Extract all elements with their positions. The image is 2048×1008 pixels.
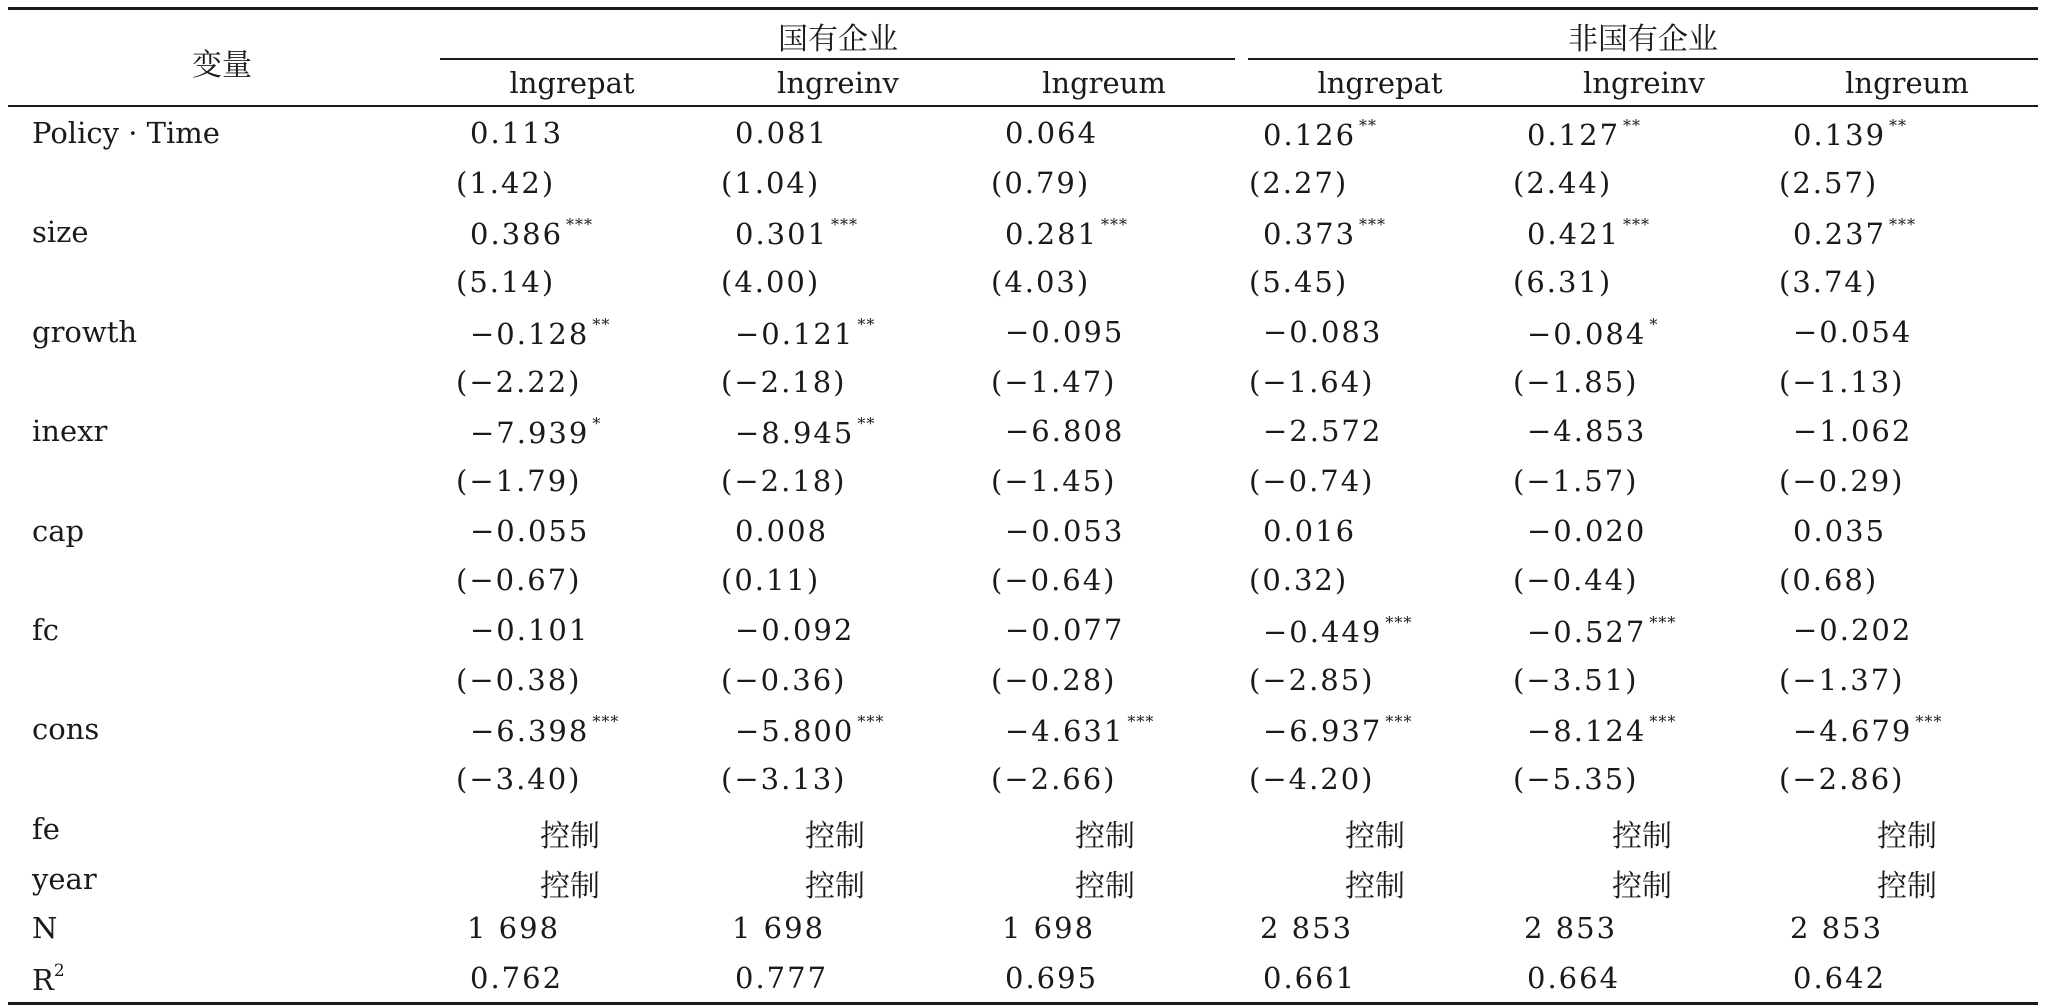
coef-cell	[1005, 514, 1124, 548]
coef-value: −0.202	[1793, 613, 1913, 647]
coef-cell	[470, 315, 610, 351]
control-cell: 控制	[1612, 818, 1672, 854]
coef-value: −6.937	[1263, 714, 1383, 749]
n-cell: 2 853	[1790, 911, 1884, 946]
t-stat-cell: (−2.66)	[991, 762, 1117, 797]
coef-cell	[1793, 116, 1907, 152]
coef-value: −4.679	[1793, 714, 1913, 749]
significance-stars: ***	[831, 215, 859, 235]
row-label: N	[32, 911, 58, 946]
column-header: lngreinv	[777, 66, 899, 100]
t-stat-cell: (−0.74)	[1249, 463, 1375, 498]
coef-cell	[1005, 215, 1128, 251]
coef-value: −2.572	[1263, 414, 1383, 449]
header-bottom-rule	[8, 105, 2038, 107]
coef-value: −0.095	[1005, 314, 1125, 349]
coef-cell	[735, 414, 875, 450]
t-stat-cell: (−3.40)	[456, 762, 582, 797]
t-stat-cell: (−0.44)	[1513, 563, 1639, 598]
control-cell: 控制	[805, 818, 865, 854]
t-stat-cell: (2.57)	[1779, 165, 1879, 200]
t-stat-cell: (−2.86)	[1779, 762, 1905, 797]
coef-cell	[1263, 514, 1356, 548]
coef-value: 0.126	[1263, 118, 1357, 152]
coef-value: −0.092	[735, 613, 855, 647]
control-cell: 控制	[1345, 818, 1405, 854]
row-label: cap	[32, 513, 85, 548]
control-cell: 控制	[1877, 818, 1937, 854]
coef-value: −6.808	[1005, 414, 1125, 449]
nonsoe-group-header: 非国有企业	[1568, 22, 1718, 57]
column-header: lngreum	[1845, 66, 1969, 100]
coef-cell	[1005, 414, 1124, 448]
significance-stars: **	[857, 414, 876, 434]
coef-value: −6.398	[470, 714, 590, 749]
n-cell: 2 853	[1260, 911, 1354, 946]
t-stat-cell: (2.44)	[1513, 165, 1613, 200]
coef-cell	[1793, 514, 1886, 548]
t-stat-cell: (0.32)	[1249, 563, 1349, 598]
r2-cell: 0.642	[1793, 960, 1887, 995]
significance-stars: ***	[1915, 712, 1943, 732]
coef-value: 0.237	[1793, 217, 1887, 252]
significance-stars: ***	[1101, 215, 1129, 235]
significance-stars: *	[592, 414, 602, 434]
t-stat-cell: (−1.47)	[991, 364, 1117, 399]
control-cell: 控制	[1075, 868, 1135, 904]
significance-stars: ***	[1649, 712, 1677, 732]
r2-label-superscript: 2	[53, 960, 65, 981]
significance-stars: ***	[857, 712, 885, 732]
t-stat-cell: (4.00)	[721, 265, 821, 300]
control-cell: 控制	[805, 868, 865, 904]
coef-value: 0.064	[1005, 116, 1099, 150]
t-stat-cell: (−0.38)	[456, 662, 582, 697]
coef-cell	[735, 116, 828, 150]
coef-cell	[1527, 116, 1641, 152]
significance-stars: ***	[1889, 215, 1917, 235]
coef-cell	[1793, 712, 1942, 748]
row-label: year	[32, 861, 97, 896]
coef-value: −7.939	[470, 416, 590, 451]
row-label	[32, 961, 65, 997]
coef-cell	[1793, 613, 1912, 647]
coef-value: −0.101	[470, 613, 590, 647]
control-cell: 控制	[1075, 818, 1135, 854]
row-label: cons	[32, 712, 100, 747]
t-stat-cell: (−1.64)	[1249, 364, 1375, 399]
table-top-rule	[8, 7, 2038, 10]
coef-value: 0.281	[1005, 217, 1099, 252]
significance-stars: ***	[1649, 613, 1677, 632]
t-stat-cell: (0.11)	[721, 563, 821, 598]
t-stat-cell: (−3.13)	[721, 762, 847, 797]
significance-stars: ***	[1623, 215, 1651, 235]
coef-value: −0.053	[1005, 513, 1125, 548]
row-label: inexr	[32, 414, 108, 449]
row-label: fc	[32, 613, 59, 647]
coef-cell	[470, 514, 589, 548]
t-stat-cell: (−1.79)	[456, 463, 582, 498]
coef-value: −0.077	[1005, 613, 1125, 647]
coef-value: −0.121	[735, 316, 855, 351]
coef-cell	[1005, 613, 1124, 647]
coef-value: −0.083	[1263, 314, 1383, 349]
t-stat-cell: (−0.29)	[1779, 463, 1905, 498]
coef-cell	[1527, 215, 1650, 251]
control-cell: 控制	[540, 818, 600, 854]
control-cell: 控制	[1877, 868, 1937, 904]
significance-stars: **	[857, 314, 876, 334]
control-cell: 控制	[1612, 868, 1672, 904]
row-label: Policy · Time	[32, 116, 220, 150]
coef-value: −0.020	[1527, 513, 1647, 548]
t-stat-cell: (−4.20)	[1249, 762, 1375, 797]
n-cell: 2 853	[1524, 911, 1618, 946]
coef-value: 0.421	[1527, 217, 1621, 252]
coef-cell	[1263, 116, 1377, 152]
column-header: lngreum	[1042, 66, 1166, 100]
coef-value: 0.035	[1793, 513, 1887, 548]
t-stat-cell: (1.42)	[456, 165, 556, 200]
r2-cell: 0.661	[1263, 960, 1357, 995]
variable-header: 变量	[192, 48, 252, 83]
r2-label-base: R	[32, 962, 54, 997]
coef-cell	[735, 712, 884, 748]
coef-value: 0.127	[1527, 118, 1621, 152]
coef-value: 0.139	[1793, 118, 1887, 152]
t-stat-cell: (−2.85)	[1249, 662, 1375, 697]
significance-stars: **	[1889, 116, 1908, 135]
t-stat-cell: (−0.67)	[456, 563, 582, 598]
t-stat-cell: (−0.36)	[721, 662, 847, 697]
significance-stars: ***	[1385, 712, 1413, 732]
coef-cell	[470, 414, 601, 450]
t-stat-cell: (5.45)	[1249, 265, 1349, 300]
coef-cell	[1005, 315, 1124, 349]
r2-cell: 0.664	[1527, 960, 1621, 995]
control-cell: 控制	[1345, 868, 1405, 904]
control-cell: 控制	[540, 868, 600, 904]
r2-cell: 0.762	[470, 960, 564, 995]
coef-value: −1.062	[1793, 414, 1913, 449]
significance-stars: **	[592, 314, 611, 334]
significance-stars: ***	[1359, 215, 1387, 235]
significance-stars: ***	[1127, 712, 1155, 732]
r2-cell: 0.695	[1005, 960, 1099, 995]
coef-cell	[1263, 315, 1382, 349]
t-stat-cell: (−1.45)	[991, 463, 1117, 498]
coef-cell	[1263, 414, 1382, 448]
coef-cell	[1793, 315, 1912, 349]
row-label: fe	[32, 811, 60, 846]
coef-cell	[1005, 712, 1154, 748]
t-stat-cell: (−5.35)	[1513, 762, 1639, 797]
significance-stars: **	[1359, 116, 1378, 135]
coef-value: 0.113	[470, 116, 564, 150]
t-stat-cell: (5.14)	[456, 265, 556, 300]
soe-group-header: 国有企业	[778, 22, 898, 57]
coef-cell	[735, 613, 854, 647]
coef-cell	[735, 215, 858, 251]
t-stat-cell: (6.31)	[1513, 265, 1613, 300]
coef-value: −0.054	[1793, 314, 1913, 349]
r2-cell: 0.777	[735, 960, 829, 995]
significance-stars: **	[1623, 116, 1642, 135]
coef-cell	[470, 712, 619, 748]
coef-value: 0.008	[735, 513, 829, 548]
nonsoe-group-rule	[1248, 58, 2038, 60]
t-stat-cell: (−0.28)	[991, 662, 1117, 697]
coef-value: 0.016	[1263, 513, 1357, 548]
significance-stars: ***	[592, 712, 620, 732]
coef-value: −0.128	[470, 316, 590, 351]
coef-cell	[1527, 712, 1676, 748]
coef-cell	[1005, 116, 1098, 150]
t-stat-cell: (−2.18)	[721, 364, 847, 399]
coef-cell	[735, 514, 828, 548]
row-label: growth	[32, 314, 138, 349]
n-cell: 1 698	[1002, 911, 1096, 946]
t-stat-cell: (−2.22)	[456, 364, 582, 399]
significance-stars: ***	[566, 215, 594, 235]
coef-cell	[470, 215, 593, 251]
coef-value: −0.084	[1527, 316, 1647, 351]
coef-value: −5.800	[735, 714, 855, 749]
column-header: lngreinv	[1583, 66, 1705, 100]
coef-cell	[1793, 414, 1912, 448]
coef-value: −0.055	[470, 513, 590, 548]
soe-group-rule	[440, 58, 1235, 60]
coef-value: −0.527	[1527, 615, 1647, 649]
t-stat-cell: (3.74)	[1779, 265, 1879, 300]
coef-cell	[1527, 315, 1658, 351]
coef-cell	[470, 116, 563, 150]
coef-cell	[1527, 514, 1646, 548]
significance-stars: ***	[1385, 613, 1413, 632]
coef-cell	[1793, 215, 1916, 251]
t-stat-cell: (2.27)	[1249, 165, 1349, 200]
coef-value: 0.373	[1263, 217, 1357, 252]
n-cell: 1 698	[732, 911, 826, 946]
significance-stars: *	[1649, 314, 1659, 334]
t-stat-cell: (−1.13)	[1779, 364, 1905, 399]
coef-value: −8.945	[735, 416, 855, 451]
coef-value: 0.301	[735, 217, 829, 252]
row-label: size	[32, 215, 89, 250]
coef-value: −4.631	[1005, 714, 1125, 749]
t-stat-cell: (0.79)	[991, 165, 1091, 200]
coef-value: −0.449	[1263, 615, 1383, 649]
t-stat-cell: (−1.37)	[1779, 662, 1905, 697]
n-cell: 1 698	[467, 911, 561, 946]
coef-value: −4.853	[1527, 414, 1647, 449]
t-stat-cell: (4.03)	[991, 265, 1091, 300]
coef-value: −8.124	[1527, 714, 1647, 749]
t-stat-cell: (−0.64)	[991, 563, 1117, 598]
coef-cell	[1527, 613, 1676, 649]
t-stat-cell: (−1.85)	[1513, 364, 1639, 399]
coef-cell	[1263, 215, 1386, 251]
coef-cell	[1527, 414, 1646, 448]
t-stat-cell: (−3.51)	[1513, 662, 1639, 697]
t-stat-cell: (1.04)	[721, 165, 821, 200]
coef-value: 0.386	[470, 217, 564, 252]
coef-cell	[735, 315, 875, 351]
table-bottom-rule	[8, 1002, 2038, 1005]
coef-value: 0.081	[735, 116, 829, 150]
column-header: lngrepat	[1317, 66, 1443, 100]
coef-cell	[1263, 613, 1412, 649]
coef-cell	[1263, 712, 1412, 748]
t-stat-cell: (−1.57)	[1513, 463, 1639, 498]
t-stat-cell: (0.68)	[1779, 563, 1879, 598]
column-header: lngrepat	[509, 66, 635, 100]
t-stat-cell: (−2.18)	[721, 463, 847, 498]
coef-cell	[470, 613, 589, 647]
